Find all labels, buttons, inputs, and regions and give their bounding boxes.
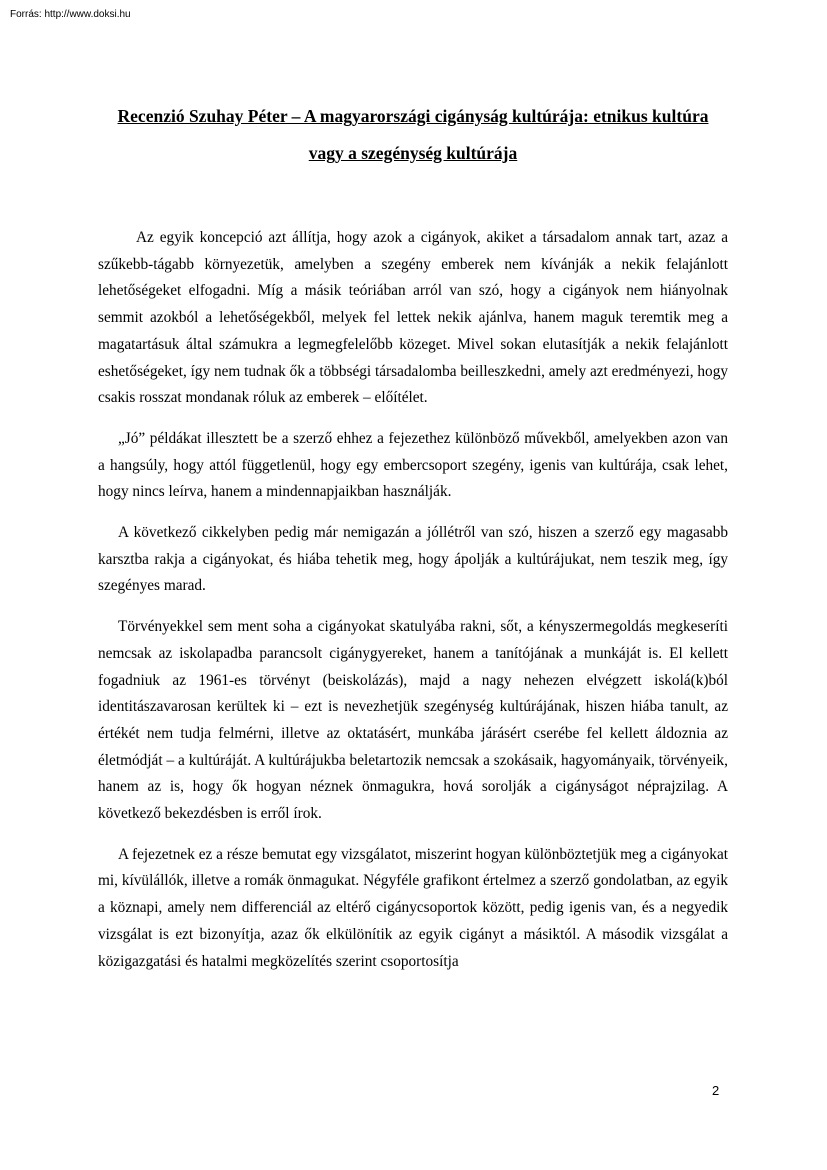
page-number: 2 — [712, 1083, 720, 1098]
paragraph-5: A fejezetnek ez a része bemutat egy vizsgálatot, miszerint hogyan különböztetjük meg a cigányokat mi, kívülállók, illetve a romák önmagukat. Négyféle grafikont értelmez a szerző gondolatban, az egyik a köznapi, amely nem differenciál az eltérő cigánycsoportok között, pedig igenis van, és a negyedik vizsgálat is ezt bizonyítja, azaz ők elkülönítik az egyik cigányt a másiktól. A második vizsgálat a közigazgatási és hatalmi megközelítés szerint csoportosítja — [98, 845, 728, 970]
paragraph-3: A következő cikkelyben pedig már nemigazán a jóllétről van szó, hiszen a szerző egy magasabb karsztba rakja a cigányokat, és hiába tehetik meg, hogy ápolják a kultúrájukat, nem teszik meg, így szegényes marad. — [98, 524, 728, 595]
document-body — [98, 225, 728, 989]
paragraph-1: Az egyik koncepció azt állítja, hogy azok a cigányok, akiket a társadalom annak tart, azaz a szűkebb-tágabb környezetük, amelyben a szegény emberek nem kívánják a nekik felajánlott lehetőségeket elfogadni. Míg a másik teóriában arról van szó, hogy a cigányok nem hiányolnak semmit azokból a lehetőségekből, melyek fel lettek nekik ajánlva, hanem maguk teremtik meg a magatartásuk által számukra a legmegfelelőbb közeget. Mivel sokan elutasítják a nekik felajánlott eshetőségeket, így nem tudnak ők a többségi társadalomba beilleszkedni, amely azt eredményezi, hogy csakis rosszat mondanak róluk az emberek – előítélet. — [98, 229, 728, 407]
paragraph-4: Törvényekkel sem ment soha a cigányokat skatulyába rakni, sőt, a kényszermegoldás megkeseríti nemcsak az iskolapadba parancsolt cigánygyereket, hanem a tanítójának a munkáját is. El kellett fogadniuk az 1961-es törvényt (beiskolázás), majd a nagy nehezen elvégzett iskolá(k)ból identitászavarosan kerültek ki – ezt is nevezhetjük szegénység kultúrájának, hiszen hiába tanult, az értékét nem tudja felmérni, illetve az oktatásért, munkába járásért cserébe fel kellett áldoznia az életmódját – a kultúráját. A kultúrájukba beletartozik nemcsak a szokásaik, hagyományaik, törvényeik, hanem az is, hogy ők hogyan néznek önmagukra, hová sorolják a cigányságot néprajzilag. A következő bekezdésben is erről írok. — [98, 618, 728, 823]
paragraph-2: „Jó” példákat illesztett be a szerző ehhez a fejezethez különböző művekből, amelyekben azon van a hangsúly, hogy attól függetlenül, hogy egy embercsoport szegény, igenis van kultúrája, csak lehet, hogy nincs leírva, hanem a mindennapjaikban használják. — [98, 429, 728, 501]
page-title: Recenzió Szuhay Péter – A magyarországi cigányság kultúrája: etnikus kultúra vagy a szegénység kultúrája — [117, 106, 709, 163]
source-watermark: Forrás: http://www.doksi.hu — [10, 9, 131, 20]
